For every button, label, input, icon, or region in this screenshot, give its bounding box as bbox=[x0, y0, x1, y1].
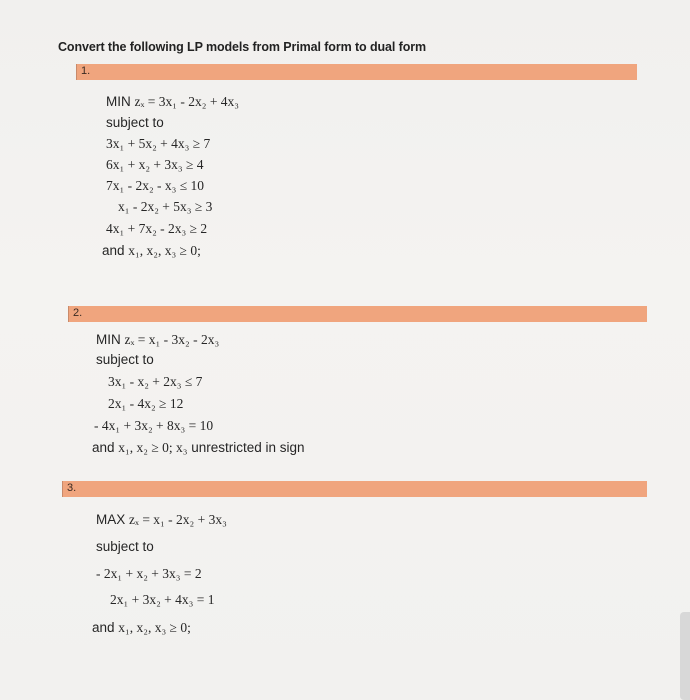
problem-3-objective bbox=[96, 512, 227, 528]
problem-2-constraint: 2x₁ - 4x₂ ≥ 12 bbox=[108, 396, 184, 411]
problem-1-constraint: 4x₁ + 7x₂ - 2x₃ ≥ 2 bbox=[106, 221, 208, 236]
objective-expression: zₓ = 3x₁ - 2x₂ + 4x₃ bbox=[134, 94, 240, 109]
problem-3-header-bar bbox=[62, 481, 647, 497]
unrestricted-text: unrestricted in sign bbox=[191, 440, 305, 455]
problem-1-header-bar bbox=[76, 64, 637, 80]
problem-2-subject-to: subject to bbox=[96, 352, 154, 367]
problem-1-constraint: 3x₁ + 5x₂ + 4x₃ ≥ 7 bbox=[106, 136, 211, 151]
scrollbar-edge[interactable] bbox=[680, 612, 690, 700]
problem-3-nonnegativity bbox=[92, 620, 191, 636]
problem-1-objective bbox=[106, 94, 239, 110]
problem-2-number: 2. bbox=[73, 307, 83, 319]
problem-2-header-bar bbox=[68, 306, 647, 322]
problem-1-subject-to: subject to bbox=[106, 115, 164, 130]
objective-expression: zₓ = x₁ - 3x₂ - 2x₃ bbox=[124, 332, 220, 347]
and-label: and bbox=[102, 243, 125, 258]
problem-1-nonnegativity bbox=[102, 243, 201, 259]
problem-1-constraint: x₁ - 2x₂ + 5x₃ ≥ 3 bbox=[118, 199, 213, 214]
and-label: and bbox=[92, 620, 115, 635]
problem-3-constraint: 2x₁ + 3x₂ + 4x₃ = 1 bbox=[110, 592, 215, 607]
nonneg-expression: x₁, x₂, x₃ ≥ 0; bbox=[128, 243, 201, 258]
objective-expression: zₓ = x₁ - 2x₂ + 3x₃ bbox=[129, 512, 227, 527]
problem-3-subject-to: subject to bbox=[96, 539, 154, 554]
problem-2-constraint: - 4x₁ + 3x₂ + 8x₃ = 10 bbox=[94, 418, 214, 433]
problem-3-number: 3. bbox=[67, 482, 77, 494]
problem-2-constraint: 3x₁ - x₂ + 2x₃ ≤ 7 bbox=[108, 374, 203, 389]
and-label: and bbox=[92, 440, 115, 455]
objective-label: MIN bbox=[96, 332, 121, 347]
nonneg-expression: x₁, x₂ ≥ 0; x₃ bbox=[118, 440, 188, 455]
problem-3-constraint: - 2x₁ + x₂ + 3x₃ = 2 bbox=[96, 566, 202, 581]
problem-2-objective bbox=[96, 332, 219, 348]
problem-1-constraint: 6x₁ + x₂ + 3x₃ ≥ 4 bbox=[106, 157, 204, 172]
page-title: Convert the following LP models from Primal form to dual form bbox=[58, 40, 427, 54]
objective-label: MIN bbox=[106, 94, 131, 109]
problem-1-constraint: 7x₁ - 2x₂ - x₃ ≤ 10 bbox=[106, 178, 205, 193]
problem-2-nonnegativity bbox=[92, 440, 305, 456]
problem-1-number: 1. bbox=[81, 65, 91, 77]
nonneg-expression: x₁, x₂, x₃ ≥ 0; bbox=[118, 620, 191, 635]
objective-label: MAX bbox=[96, 512, 126, 527]
